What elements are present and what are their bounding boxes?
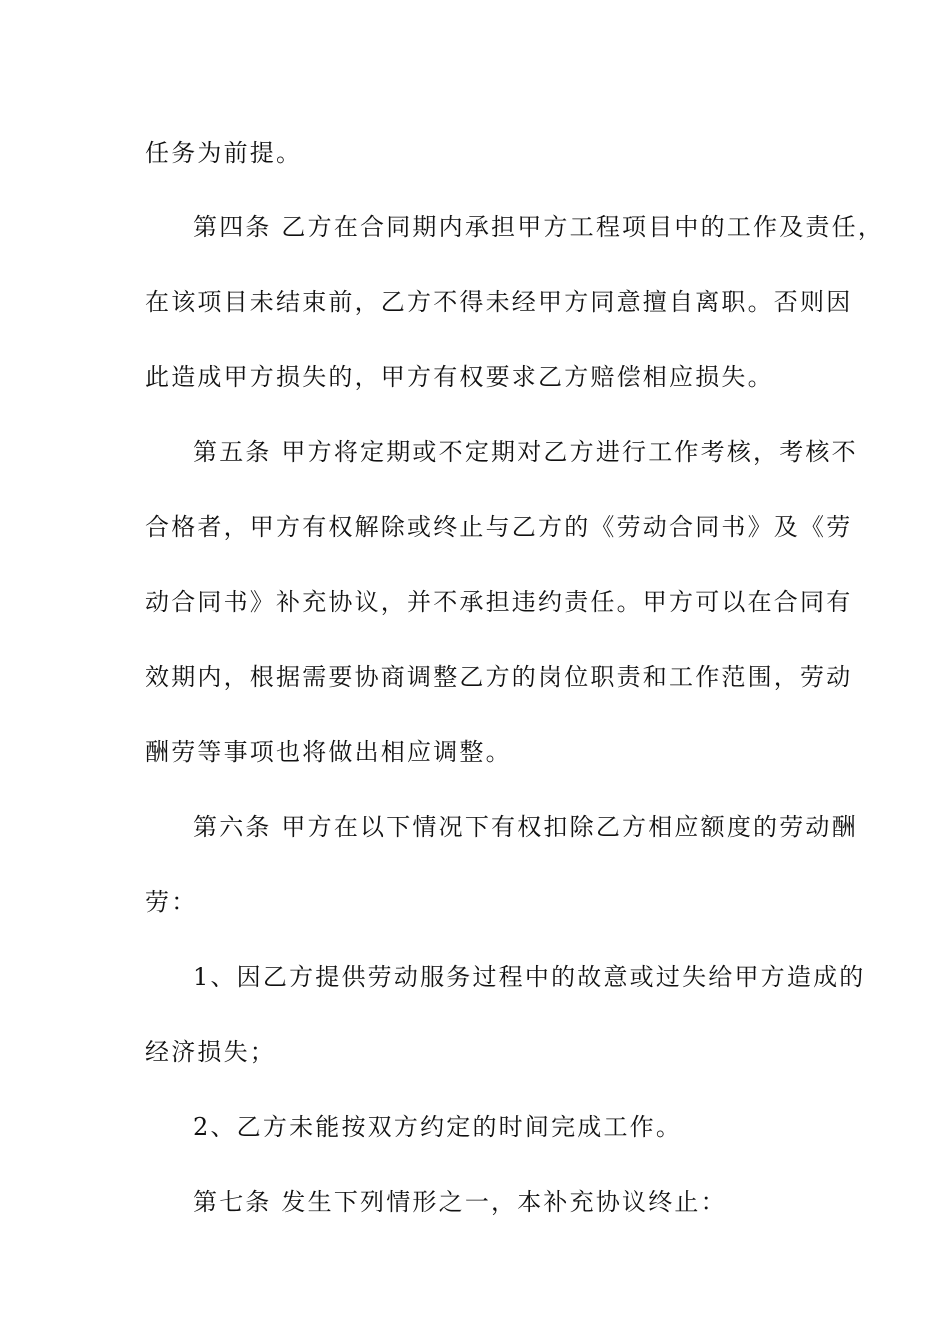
clause-4-line: 第四条 乙方在合同期内承担甲方工程项目中的工作及责任， (193, 213, 885, 241)
text-line: 酬劳等事项也将做出相应调整。 (145, 738, 512, 766)
text-line: 经济损失； (145, 1038, 276, 1066)
text-line: 此造成甲方损失的，甲方有权要求乙方赔偿相应损失。 (145, 363, 774, 391)
clause-7-line: 第七条 发生下列情形之一，本补充协议终止： (193, 1188, 727, 1216)
clause-5-line: 第五条 甲方将定期或不定期对乙方进行工作考核，考核不 (193, 438, 858, 466)
text-line: 动合同书》补充协议，并不承担违约责任。甲方可以在合同有 (145, 588, 853, 616)
text-line: 劳： (145, 888, 198, 916)
text-line: 在该项目未结束前，乙方不得未经甲方同意擅自离职。否则因 (145, 288, 853, 316)
list-item-2: 2、乙方未能按双方约定的时间完成工作。 (193, 1113, 683, 1141)
list-item-1: 1、因乙方提供劳动服务过程中的故意或过失给甲方造成的 (193, 963, 866, 991)
text-line: 任务为前提。 (145, 139, 303, 167)
clause-6-line: 第六条 甲方在以下情况下有权扣除乙方相应额度的劳动酬 (193, 813, 858, 841)
text-line: 效期内，根据需要协商调整乙方的岗位职责和工作范围，劳动 (145, 663, 853, 691)
text-line: 合格者，甲方有权解除或终止与乙方的《劳动合同书》及《劳 (145, 513, 853, 541)
